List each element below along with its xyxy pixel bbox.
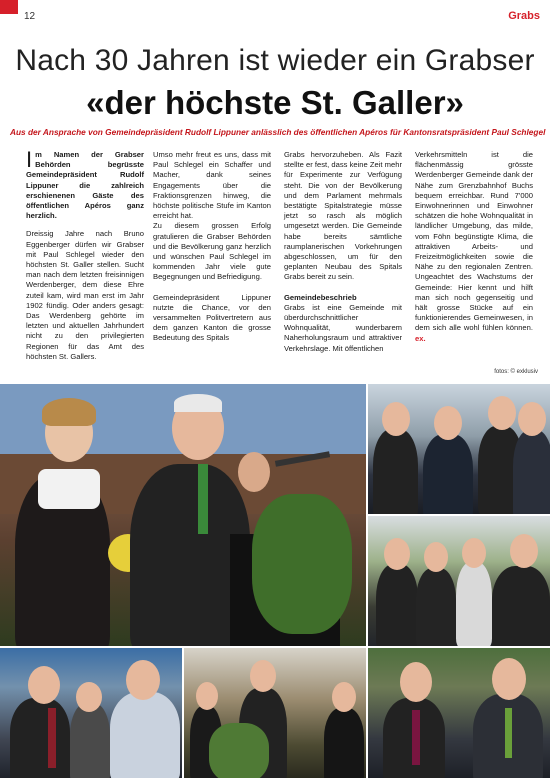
headline-line2: «der höchste St. Galler» — [86, 84, 464, 121]
paragraph: Umso mehr freut es uns, dass mit Paul Schlegel ein Schaffer und Macher, dank seines Engagements über die Fraktionsgrenzen hinweg, die höchste politische Stufe im Kanton erreicht hat. — [153, 150, 271, 221]
photo-guests-group-2 — [368, 516, 550, 646]
lead-text: Aus der Ansprache von Gemeindepräsident Rudolf Lippuner anlässlich des öffentlichen Apéros für Kantonsratspräsident Paul Schlegel — [10, 127, 546, 137]
photo-credit: fotos: © exklusiv — [494, 369, 538, 375]
page-header — [0, 0, 550, 30]
paragraph: Verkehrsmitteln ist die flächenmässig grösste Werdenberger Gemeinde dank der Nähe zum Grenzbahnhof Buchs bequem erreichbar. Rund 7'000 Einwohnerinnen und Einwohner schätzen die hohe Wohnqualität in ländlicher Umgebung, das milde, vom Föhn begünstigte Klima, die attraktiven Arbeits- und Freizeitmöglichkeiten sowie die Nähe zu den regionalen Zentren. Ungeachtet des Wachstums der Gemeinde: Hier kennt und hilft man sich noch gegenseitig und hält grosse Stücke auf ein funktionierendes Gemeinwesen, in dem sich alle wohl fühlen können. ex. — [415, 150, 533, 343]
photo-guests-group-1 — [368, 384, 550, 514]
page-number: 12 — [24, 11, 36, 22]
paragraph: Grabs ist eine Gemeinde mit überdurchschnittlicher Wohnqualität, wunderbarem Naherholungsraum und attraktiver Verkehrslage. Mit öffentlichen — [284, 302, 402, 353]
photo-guests-group-4 — [368, 648, 550, 778]
paragraph: Dreissig Jahre nach Bruno Eggenberger dürfen wir Grabser mit Paul Schlegel wieder den höchsten St. Galler stellen. Sucht man nach dem letzten freisinnigen Werdenberger, dem diese Ehre zuteil kam, wird man erst im Jahr 1902 fündig. Oder anders gesagt: Das Werdenberg gehörte im letzten und aktuellen Jahrhundert nicht zu den privilegierten Regionen für das Amt des höchsten St. Gallers. — [26, 229, 144, 361]
paragraph: Grabs hervorzuheben. Als Fazit stellte er fest, dass keine Zeit mehr für Experimente zur Verfügung steht. Die von der Bevölkerung und dem Parlament mehrmals bestätigte Spitalstrategie müsse jetzt so rasch als möglich umgesetzt werden. Die Gemeinde habe bereits sämtliche raumplanerischen Vorkehrungen abgeschlossen, um für den geplanten Neubau des Spitals Grabs bereit zu sein. — [284, 150, 402, 282]
headline-line1: Nach 30 Jahren ist wieder ein Grabser — [15, 44, 535, 77]
photo-speaker-at-lectern — [0, 384, 366, 646]
column-1 — [26, 147, 144, 362]
photo-guests-group-3 — [0, 648, 182, 778]
column-3 — [284, 150, 402, 354]
author-endmark: ex. — [415, 333, 426, 343]
photo-lectern-and-people — [184, 648, 366, 778]
section-label: Grabs — [508, 10, 540, 22]
red-corner-mark — [0, 0, 18, 14]
subheading: Gemeindebeschrieb — [284, 292, 357, 302]
paragraph: Zu diesem grossen Erfolg gratulieren die Grabser Behörden und die Bevölkerung ganz herzlich und wünschen Paul Schlegel im kommenden Jahr viele gute Begegnungen und Befriedigung. — [153, 221, 271, 282]
article-body — [26, 147, 538, 372]
paragraph: Gemeindepräsident Lippuner nutzte die Chance, vor den versammelten Politvertretern aus dem ganzen Kanton die grosse Bedeutung des Spitals — [153, 292, 271, 343]
column-4 — [415, 150, 533, 344]
intro-paragraph: Im Namen der Grabser Behörden begrüsste Gemeindepräsident Rudolf Lippuner die zahlreich erschienenen Gäste des öffentlichen Apéros ganz herzlich. — [26, 147, 144, 221]
drop-cap: I — [26, 147, 33, 172]
column-2 — [153, 150, 271, 344]
